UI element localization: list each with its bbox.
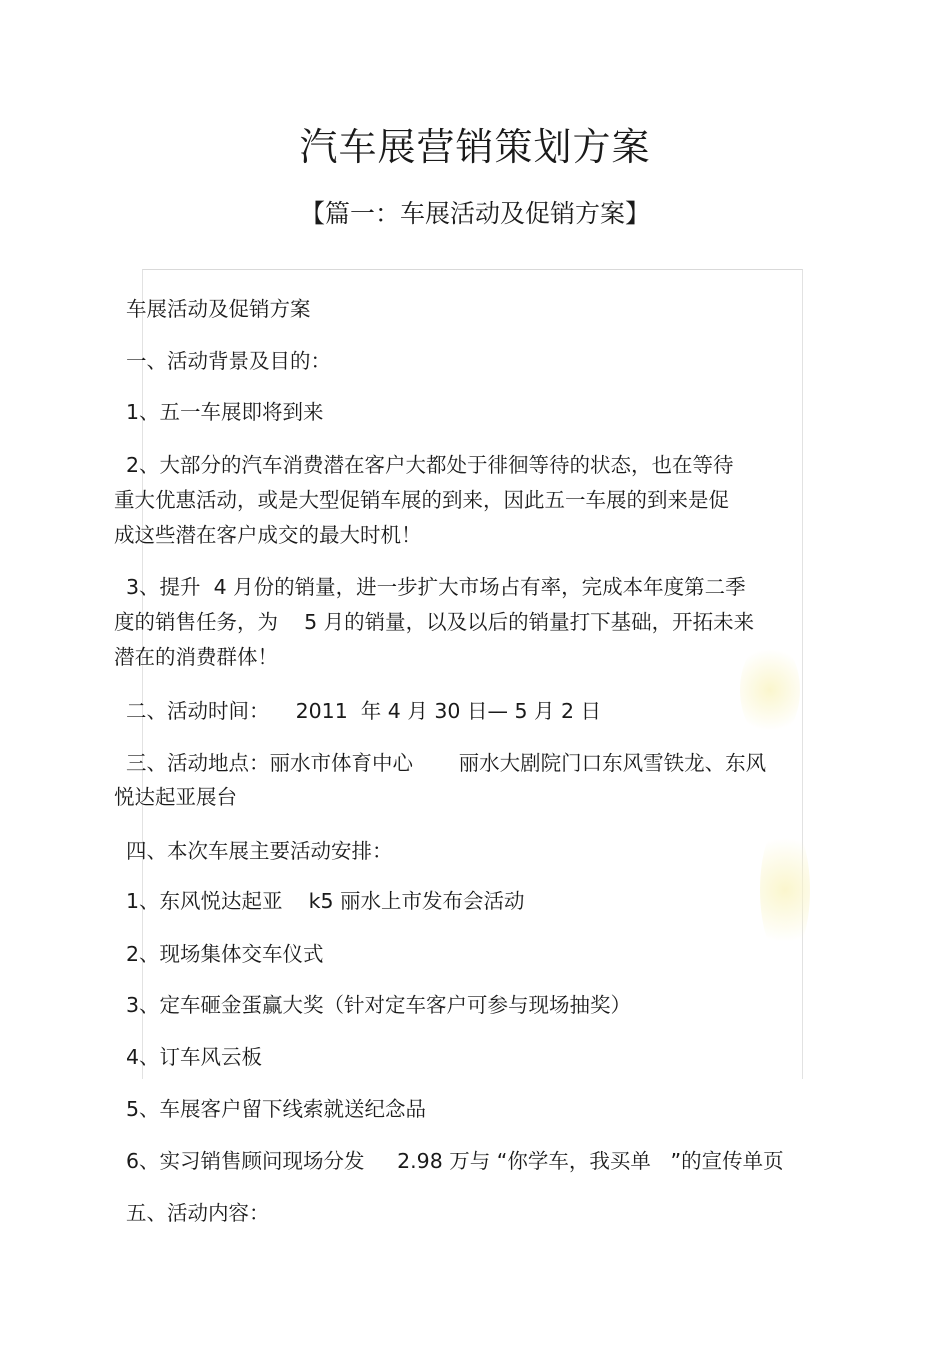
page-title: 汽车展营销策划方案 [299,125,651,169]
body-line: 悦达起亚展台 [114,785,237,809]
body-line: 6、实习销售顾问现场分发 2.98 万与 “你学车，我买单 ”的宣传单页 [126,1149,784,1173]
body-line: 1、东风悦达起亚 k5 丽水上市发布会活动 [126,889,525,913]
background-watermark-decoration [760,820,810,960]
body-line: 三、活动地点：丽水市体育中心 丽水大剧院门口东风雪铁龙、东风 [126,751,767,775]
section-subtitle: 【篇一：车展活动及促销方案】 [299,199,650,228]
body-line: 车展活动及促销方案 [126,297,311,321]
background-watermark-decoration [740,640,800,740]
body-line: 成这些潜在客户成交的最大时机！ [114,523,422,547]
body-line: 2、现场集体交车仪式 [126,942,324,966]
body-line: 潜在的消费群体！ [114,645,278,669]
body-line: 重大优惠活动，或是大型促销车展的到来，因此五一车展的到来是促 [114,488,729,512]
body-line: 3、定车砸金蛋赢大奖（针对定车客户可参与现场抽奖） [126,993,632,1017]
body-line: 4、订车风云板 [126,1045,263,1069]
body-line: 度的销售任务，为 5 月的销量，以及以后的销量打下基础，开拓未来 [114,610,755,634]
body-line: 3、提升 4 月份的销量，进一步扩大市场占有率，完成本年度第二季 [126,575,746,599]
body-line: 2、大部分的汽车消费潜在客户大都处于徘徊等待的状态，也在等待 [126,453,734,477]
body-line: 1、五一车展即将到来 [126,400,324,424]
body-line: 五、活动内容： [126,1201,270,1225]
body-line: 二、活动时间： 2011 年 4 月 30 日— 5 月 2 日 [126,699,602,723]
body-line: 四、本次车展主要活动安排： [126,839,393,863]
body-line: 一、活动背景及目的： [126,349,331,373]
body-line: 5、车展客户留下线索就送纪念品 [126,1097,427,1121]
